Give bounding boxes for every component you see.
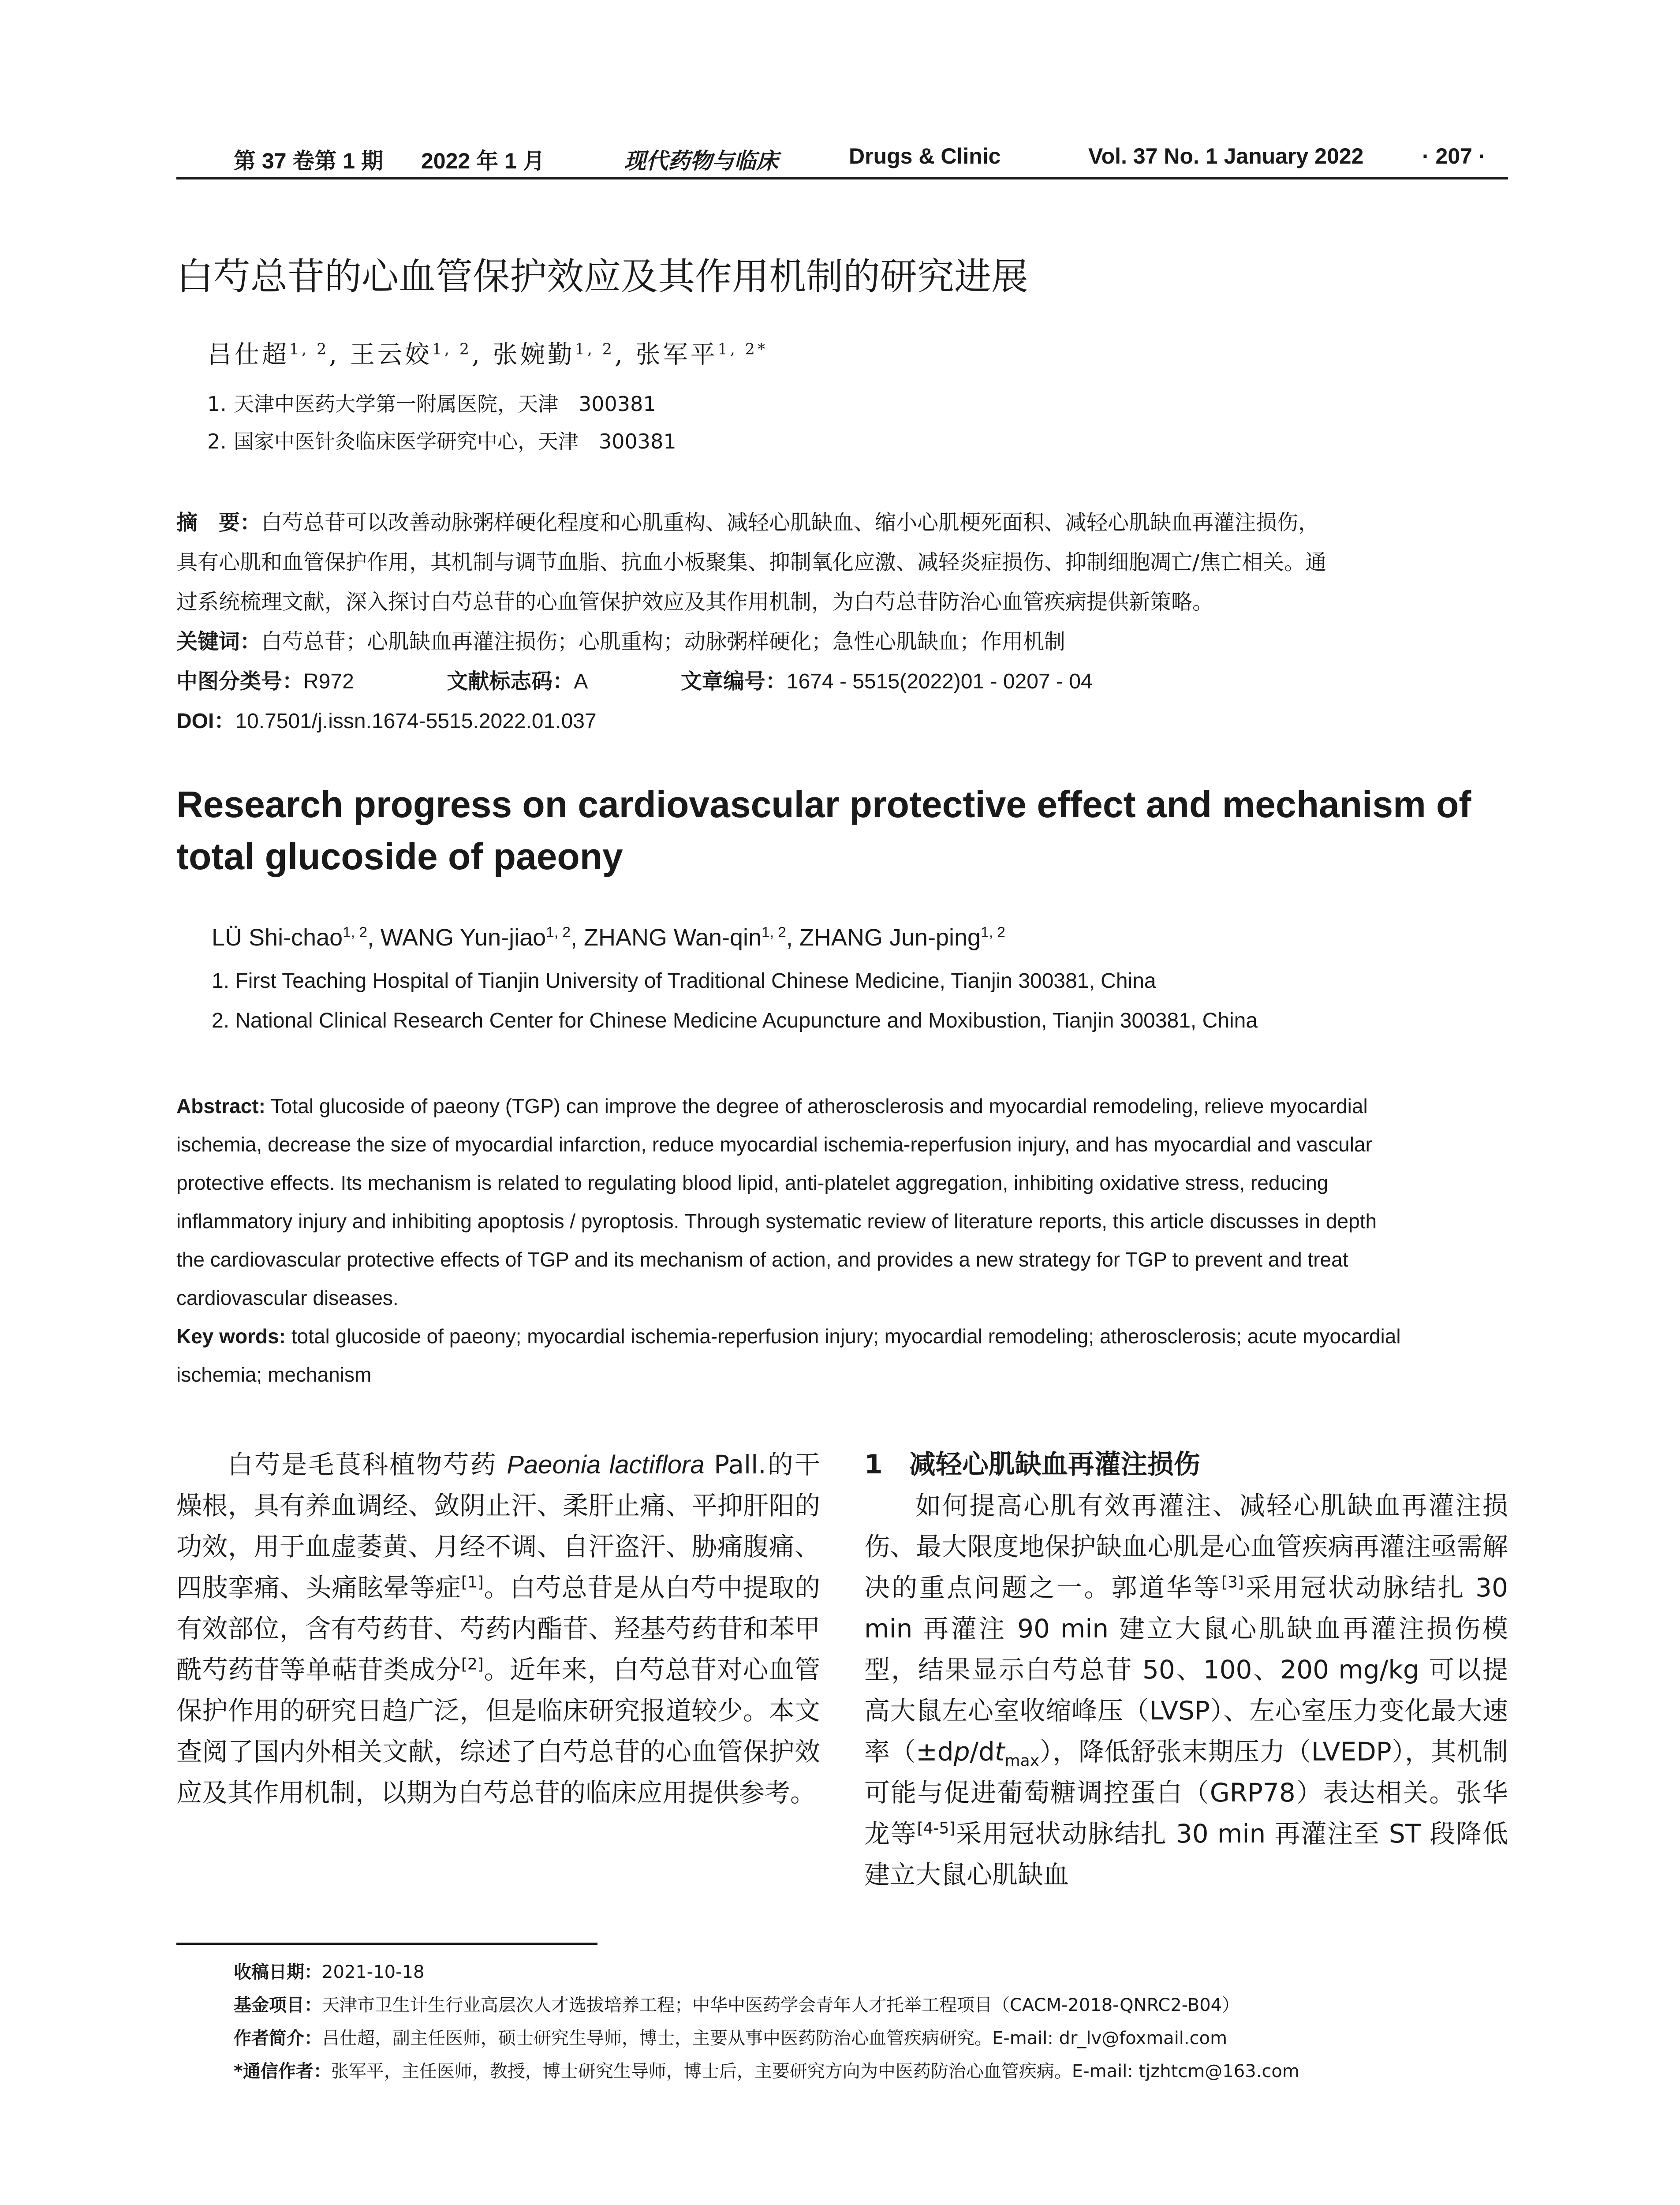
authors-en: LÜ Shi-chao$^{1, 2}$, WANG Yun-jiao$^{1, 2}$, ZHANG Wan-qin$^{1, 2}$, ZHANG Jun-ping$^{1, 2}$ xyxy=(212,924,1005,951)
author-cn-3-aff: 1, 2 xyxy=(575,340,615,359)
section-1-paragraph: 如何提高心肌有效再灌注、减轻心肌缺血再灌注损伤、最大限度地保护缺血心肌是心血管疾病再灌注亟需解决的重点问题之一。郭道华等[3]采用冠状动脉结扎 30 min 再灌注 90 min 建立大鼠心肌缺血再灌注损伤模型，结果显示白芍总苷 50、100、200 mg/kg 可以提高大鼠左心室收缩峰压（LVSP）、左心室压力变化最大速率$(\pm dp/dt_{max})$，降低舒张末期压力（LVEDP），其机制可能与促进葡萄糖调控蛋白（GRP78）表达相关。张华龙等[4-5]采用冠状动脉结扎 30 min 再灌注至 ST 段降低建立大鼠心肌缺血 xyxy=(864,1491,1508,1890)
author-cn-2-aff: 1, 2 xyxy=(432,340,472,359)
abstract-cn-label: 摘 要： xyxy=(176,510,261,535)
title-cn: 白芍总苷的心血管保护效应及其作用机制的研究进展 xyxy=(176,255,1029,298)
abstract-en: Abstract: Total glucoside of paeony (TGP) can improve the degree of atherosclerosis and myocardial remodeling, relieve myocardial ischemia, decrease the size of myocardial infarction, reduce myocardial ischemia-reperfusion injury, and has myocardial and vascular protective effects. Its mechanism is related to regulating blood lipid, anti-platelet aggregation, inhibiting oxidative stress, reducing inflammatory injury and inhibiting apoptosis / pyroptosis. Through systematic review of literature reports, this article discusses in depth the cardiovascular protective effects of TGP and its mechanism of action, and provides a new strategy for TGP to prevent and treat cardiovascular diseases. Key words: total glucoside of paeony; myocardial ischemia-reperfusion injury; myocardial remodeling; atherosclerosis; acute myocardial ischemia; mechanism xyxy=(176,1087,1508,1394)
citation-ref: [4-5] xyxy=(917,1819,956,1838)
body-column-left xyxy=(176,1444,820,1813)
author-cn-2: 王云姣 xyxy=(350,340,432,369)
footnote-rule xyxy=(176,1943,597,1945)
citation-ref: [2] xyxy=(461,1655,484,1674)
author-cn-4: 张军平 xyxy=(635,340,718,369)
running-header xyxy=(176,143,1508,174)
header-volume-en: Vol. 37 No. 1 January 2022 xyxy=(1088,144,1364,168)
header-journal-en: Drugs & Clinic xyxy=(849,144,1001,168)
citation-ref: [1] xyxy=(461,1573,484,1592)
header-journal-cn: 现代药物与临床 xyxy=(624,148,778,174)
abstract-cn: 摘 要：白芍总苷可以改善动脉粥样硬化程度和心肌重构、减轻心肌缺血、缩小心肌梗死面积、减轻心肌缺血再灌注损伤， 具有心肌和血管保护作用，其机制与调节血脂、抗血小板聚集、抑制氧化应激、减轻炎症损伤、抑制细胞凋亡/焦亡相关。通 过系统梳理文献，深入探讨白芍总苷的心血管保护效应及其作用机制，为白芍总苷防治心血管疾病提供新策略。 关键词：白芍总苷；心肌缺血再灌注损伤；心肌重构；动脉粥样硬化；急性心肌缺血；作用机制 中图分类号：R972 文献标志码：A 文章编号：1674 - 5515(2022)01 - 0207 - 04 DOI：10.7501/j.issn.1674-5515.2022.01.037 xyxy=(176,503,1508,741)
keywords-en: Key words: total glucoside of paeony; myocardial ischemia-reperfusion injury; myocardial remodeling; atherosclerosis; acute myocardial xyxy=(176,1325,1401,1348)
affiliation-cn-2: 2. 国家中医针灸临床医学研究中心，天津 300381 xyxy=(207,430,676,453)
body-column-right xyxy=(864,1444,1508,1895)
author-cn-1: 吕仕超 xyxy=(207,340,289,369)
footnote-corresponding: *通信作者：张军平，主任医师，教授，博士研究生导师，博士后，主要研究方向为中医药防治心血管疾病。E-mail: tjzhtcm@163.com xyxy=(234,2061,1299,2082)
title-en: Research progress on cardiovascular protective effect and mechanism of total glucoside of paeony xyxy=(176,784,1471,877)
intro-paragraph: 白芍是毛茛科植物芍药 Paeonia lactiflora Pall.的干燥根，具有养血调经、敛阴止汗、柔肝止痛、平抑肝阳的功效，用于血虚萎黄、月经不调、自汗盗汗、胁痛腹痛、四肢挛痛、头痛眩晕等症[1]。白芍总苷是从白芍中提取的有效部位，含有芍药苷、芍药内酯苷、羟基芍药苷和苯甲酰芍药苷等单萜苷类成分[2]。近年来，白芍总苷对心血管保护作用的研究日趋广泛，但是临床研究报道较少。本文查阅了国内外相关文献，综述了白芍总苷的心血管保护效应及其作用机制，以期为白芍总苷的临床应用提供参考。 xyxy=(176,1450,821,1808)
citation-ref: [3] xyxy=(1221,1573,1244,1592)
affiliation-en-1: 1. First Teaching Hospital of Tianjin University of Traditional Chinese Medicine, Tianjin 300381, China xyxy=(212,969,1156,993)
section-heading-1: 1 减轻心肌缺血再灌注损伤 xyxy=(864,1449,1200,1480)
authors-cn: 吕仕超$^{1, 2}$, 王云姣$^{1, 2}$, 张婉勤$^{1, 2}$, 张军平$^{1, 2*}$ xyxy=(207,340,768,369)
author-cn-1-aff: 1, 2 xyxy=(289,340,329,359)
affiliation-cn-1: 1. 天津中医药大学第一附属医院，天津 300381 xyxy=(207,392,656,416)
footnote-author-bio: 作者简介：吕仕超，副主任医师，硕士研究生导师，博士，主要从事中医药防治心血管疾病研究。E-mail: dr_lv@foxmail.com xyxy=(234,2028,1228,2048)
affiliation-en-2: 2. National Clinical Research Center for Chinese Medicine Acupuncture and Moxibustion, Tianjin 300381, China xyxy=(212,1009,1258,1032)
footnote-funding: 基金项目：天津市卫生计生行业高层次人才选拔培养工程；中华中医药学会青年人才托举工程项目（CACM-2018-QNRC2-B04） xyxy=(234,1995,1240,2015)
doi-line: DOI：10.7501/j.issn.1674-5515.2022.01.037 xyxy=(176,710,597,733)
header-rule xyxy=(176,177,1508,179)
footnote-received: 收稿日期：2021-10-18 xyxy=(234,1962,425,1982)
species-name: Paeonia lactiflora xyxy=(507,1450,705,1479)
author-cn-4-aff: 1, 2* xyxy=(717,340,768,359)
author-cn-3: 张婉勤 xyxy=(493,340,575,369)
header-issue-cn: 第 37 卷第 1 期 xyxy=(234,149,383,173)
header-date-cn: 2022 年 1 月 xyxy=(421,149,545,173)
header-page-number: · 207 · xyxy=(1422,144,1486,168)
abstract-en-label: Abstract: xyxy=(176,1095,265,1117)
classification-line: 中图分类号：R972 文献标志码：A 文章编号：1674 - 5515(2022)01 - 0207 - 04 xyxy=(176,669,1093,694)
keywords-cn: 关键词：白芍总苷；心肌缺血再灌注损伤；心肌重构；动脉粥样硬化；急性心肌缺血；作用机制 xyxy=(176,629,1066,654)
